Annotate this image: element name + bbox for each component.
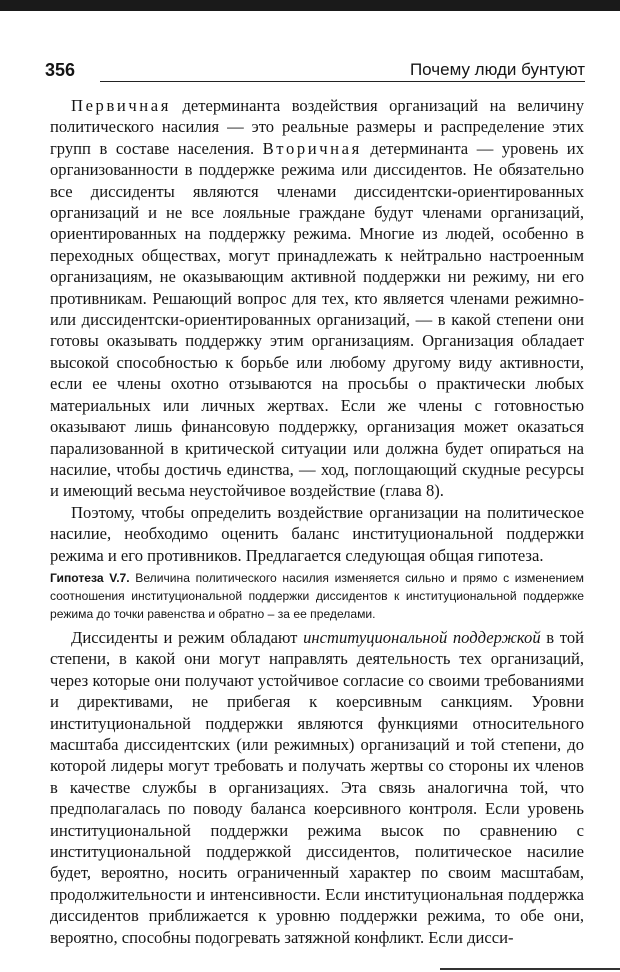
top-border (0, 0, 620, 11)
paragraph-2: Поэтому, чтобы определить воздействие организации на политическое насилие, необходимо оценить баланс институциональной поддержки режима и его противников. Предлагается следующая общая гипотеза. (50, 502, 584, 565)
hypothesis-label: Гипотеза V.7. (50, 570, 130, 585)
emphasis-term: институциональной поддержкой (303, 627, 541, 647)
paragraph-1 (50, 95, 584, 502)
footer-rule (440, 968, 620, 970)
page-header (45, 60, 585, 84)
hypothesis-block (50, 569, 584, 623)
running-title: Почему люди бунтуют (409, 60, 585, 79)
paragraph-3-text-b: в той степени, в какой они могут направлять деятельность тех организаций, через которые они получают устойчивое согласие со своими требованиями и директивами, не прибегая к коерсивным санкциям. Уровни институциональной поддержки являются функциями относительного масштаба диссидентских (или режимных) организаций и той степени, до которой лидеры могут требовать и получать жертвы со стороны их членов в качестве службы в организациях. Эта связь аналогична той, что предполагалась по поводу баланса коерсивного контроля. Если уровень институциональной поддержки режима высок по сравнению с институциональной поддержкой диссидентов, политическое насилие будет, вероятно, носить ограниченный характер по своим масштабам, продолжительности и интенсивности. Если институциональная поддержка диссидентов приближается к уровню поддержки режима, то обе они, вероятно, способны подогревать затяжной конфликт. Если дисси- (50, 627, 584, 947)
page-number: 356 (45, 60, 76, 80)
paragraph-3 (50, 627, 584, 948)
header-rule (100, 81, 585, 82)
paragraph-3-text-a: Диссиденты и режим обладают (71, 627, 304, 647)
page-body (50, 95, 584, 948)
lead-term-primary: Первичная (71, 96, 171, 115)
hypothesis-text: Величина политического насилия изменяется сильно и прямо с изменением соотношения институциональной поддержки диссидентов к институциональной поддержке режима до точки равенства и обратно – за ее пределами. (50, 570, 584, 621)
paragraph-1-text-b: детерминанта — уровень их организованности в поддержке режима или диссидентов. Не обязательно все диссиденты являются членами диссидентски-ориентированных организаций и не все лояльные граждане будут членами организаций, ориентированных на поддержку режима. Многие из людей, особенно в переходных обществах, могут принадлежать к нейтрально настроенным организациям, не оказывающим активной поддержки ни режиму, ни его противникам. Решающий вопрос для тех, кто является членами режимно- или диссидентски-ориентированных организаций, — в какой степени они готовы оказывать поддержку этим организациям. Организация обладает высокой способностью к борьбе или любому другому виду активности, если ее члены охотно отзываются на просьбы о практически любых материальных или личных жертвах. Если же члены с готовностью оказывают лишь финансовую поддержку, организация может оказаться парализованной в критической ситуации или должна будет опираться на насилие, чтобы достичь единства, — ход, поглощающий скудные ресурсы и имеющий весьма неустойчивое воздействие (глава 8). (50, 138, 584, 501)
paragraph-1-text-a: детерминанта воздействия организаций на величину политического насилия — это реальные размеры и распределение этих групп в составе населения. (50, 96, 584, 158)
lead-term-secondary: Вторичная (262, 138, 362, 158)
